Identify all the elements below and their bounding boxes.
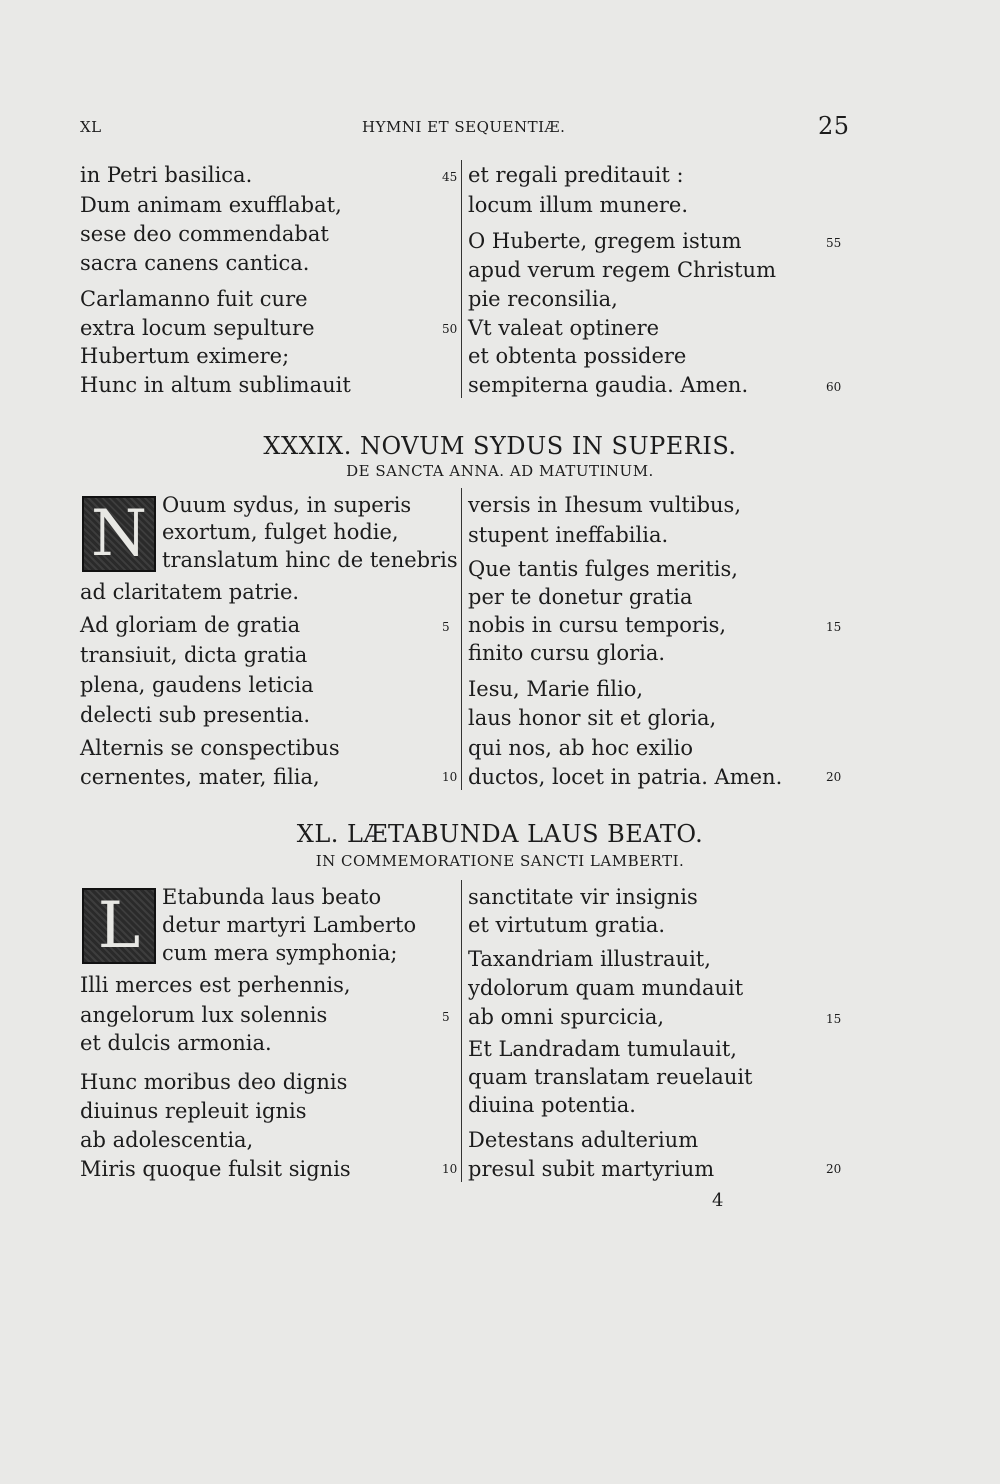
header-section-number: XL	[80, 118, 102, 136]
line-number: 45	[442, 170, 458, 184]
running-title: HYMNI ET SEQUENTIÆ.	[362, 118, 566, 136]
line-number: 50	[442, 322, 458, 336]
verse-line: delecti sub presentia.	[80, 703, 311, 727]
signature-mark: 4	[712, 1190, 724, 1211]
verse-line: Et Landradam tumulauit,	[468, 1037, 737, 1061]
verse-line: plena, gaudens leticia	[80, 673, 314, 697]
verse-line: locum illum munere.	[468, 193, 689, 217]
line-number: 10	[442, 1162, 458, 1176]
verse-line: et obtenta possidere	[468, 344, 687, 368]
verse-line: Ouum sydus, in superis	[162, 493, 412, 517]
verse-line: sanctitate vir insignis	[468, 885, 698, 909]
verse-line: Hubertum eximere;	[80, 344, 290, 368]
verse-line: Hunc moribus deo dignis	[80, 1070, 348, 1094]
column-divider	[461, 160, 462, 398]
verse-line: ab omni spurcicia,	[468, 1005, 665, 1029]
verse-line: laus honor sit et gloria,	[468, 706, 717, 730]
verse-line: finito cursu gloria.	[468, 641, 666, 665]
verse-line: stupent ineffabilia.	[468, 523, 669, 547]
verse-line: transiuit, dicta gratia	[80, 643, 308, 667]
verse-line: Ad gloriam de gratia	[80, 613, 301, 637]
decorated-initial: N	[82, 496, 156, 572]
verse-line: Dum animam exufflabat,	[80, 193, 342, 217]
verse-line: diuina potentia.	[468, 1093, 636, 1117]
hymn-title: XXXIX. NOVUM SYDUS IN SUPERIS.	[263, 432, 737, 460]
line-number: 20	[826, 770, 842, 784]
verse-line: Iesu, Marie filio,	[468, 677, 644, 701]
verse-line: presul subit martyrium	[468, 1157, 715, 1181]
column-divider	[461, 880, 462, 1182]
line-number: 55	[826, 236, 842, 250]
line-number: 5	[442, 1010, 450, 1024]
verse-line: Alternis se conspectibus	[80, 736, 340, 760]
verse-line: sempiterna gaudia. Amen.	[468, 373, 749, 397]
hymn-subtitle: DE SANCTA ANNA. AD MATUTINUM.	[346, 462, 654, 480]
verse-line: Etabunda laus beato	[162, 885, 382, 909]
verse-line: sacra canens cantica.	[80, 251, 310, 275]
verse-line: versis in Ihesum vultibus,	[468, 493, 742, 517]
verse-line: detur martyri Lamberto	[162, 913, 417, 937]
line-number: 15	[826, 1012, 842, 1026]
verse-line: Illi merces est perhennis,	[80, 973, 351, 997]
verse-line: qui nos, ab hoc exilio	[468, 736, 693, 760]
verse-line: Detestans adulterium	[468, 1128, 699, 1152]
verse-line: sese deo commendabat	[80, 222, 329, 246]
verse-line: ductos, locet in patria. Amen.	[468, 765, 783, 789]
verse-line: pie reconsilia,	[468, 287, 618, 311]
verse-line: apud verum regem Christum	[468, 258, 776, 282]
hymn-title: XL. LÆTABUNDA LAUS BEATO.	[296, 820, 704, 848]
verse-line: extra locum sepulture	[80, 316, 315, 340]
verse-line: Que tantis fulges meritis,	[468, 557, 738, 581]
verse-line: translatum hinc de tenebris	[162, 548, 458, 572]
page-number: 25	[818, 112, 850, 140]
verse-line: ab adolescentia,	[80, 1128, 254, 1152]
line-number: 20	[826, 1162, 842, 1176]
line-number: 15	[826, 620, 842, 634]
line-number: 5	[442, 620, 450, 634]
verse-line: Miris quoque fulsit signis	[80, 1157, 351, 1181]
verse-line: nobis in cursu temporis,	[468, 613, 727, 637]
verse-line: et regali preditauit :	[468, 163, 684, 187]
verse-line: cum mera symphonia;	[162, 941, 398, 965]
verse-line: et dulcis armonia.	[80, 1031, 272, 1055]
verse-line: angelorum lux solennis	[80, 1003, 328, 1027]
verse-line: Carlamanno fuit cure	[80, 287, 308, 311]
verse-line: diuinus repleuit ignis	[80, 1099, 307, 1123]
verse-line: O Huberte, gregem istum	[468, 229, 742, 253]
line-number: 60	[826, 380, 842, 394]
verse-line: ydolorum quam mundauit	[468, 976, 744, 1000]
verse-line: et virtutum gratia.	[468, 913, 666, 937]
decorated-initial: L	[82, 888, 156, 964]
verse-line: per te donetur gratia	[468, 585, 693, 609]
verse-line: Taxandriam illustrauit,	[468, 947, 711, 971]
hymn-subtitle: IN COMMEMORATIONE SANCTI LAMBERTI.	[315, 852, 685, 870]
column-divider	[461, 488, 462, 790]
verse-line: Hunc in altum sublimauit	[80, 373, 351, 397]
verse-line: Vt valeat optinere	[468, 316, 660, 340]
verse-line: in Petri basilica.	[80, 163, 253, 187]
line-number: 10	[442, 770, 458, 784]
verse-line: ad claritatem patrie.	[80, 580, 300, 604]
verse-line: quam translatam reuelauit	[468, 1065, 753, 1089]
verse-line: exortum, fulget hodie,	[162, 520, 399, 544]
verse-line: cernentes, mater, filia,	[80, 765, 320, 789]
